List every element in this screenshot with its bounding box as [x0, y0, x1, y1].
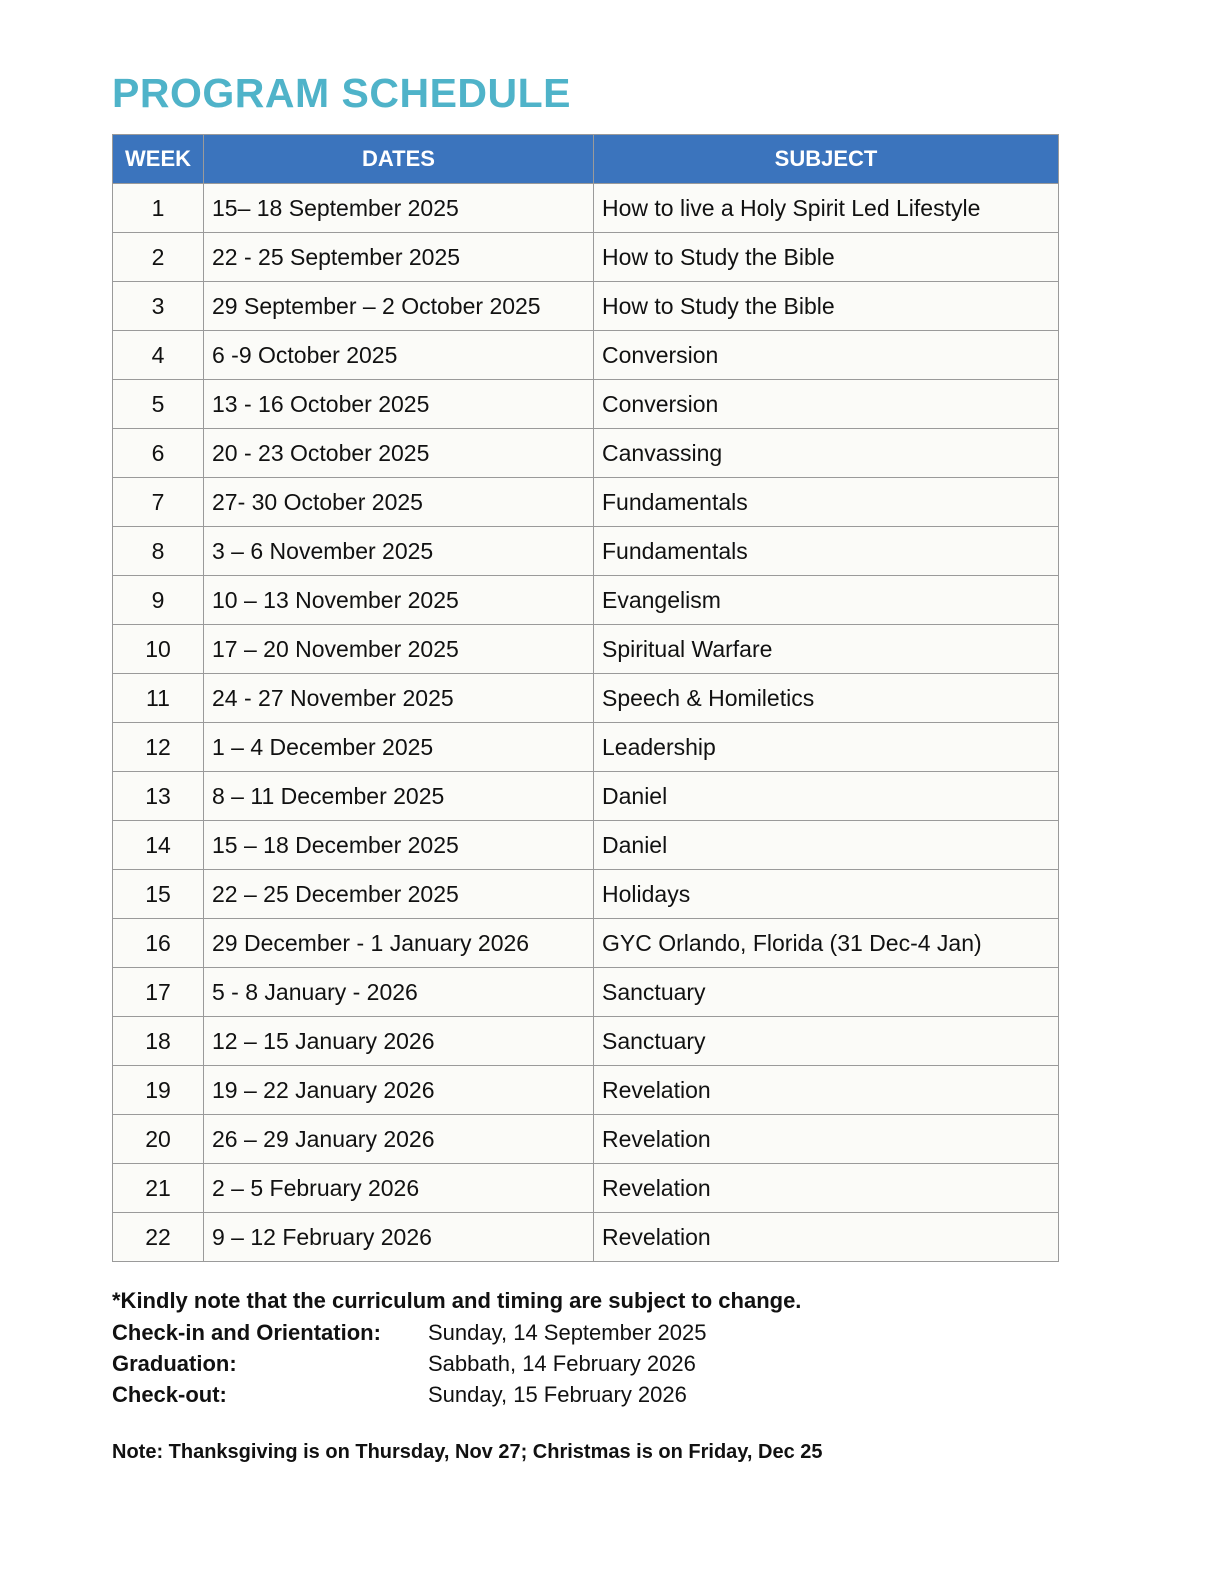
dates-cell: 29 September – 2 October 2025 — [204, 282, 594, 331]
dates-cell: 20 - 23 October 2025 — [204, 429, 594, 478]
disclaimer-text: *Kindly note that the curriculum and timing are subject to change. — [112, 1288, 802, 1313]
dates-cell: 17 – 20 November 2025 — [204, 625, 594, 674]
holiday-footnote: Note: Thanksgiving is on Thursday, Nov 27; Christmas is on Friday, Dec 25 — [112, 1441, 823, 1463]
dates-cell: 15 – 18 December 2025 — [204, 821, 594, 870]
subject-cell: Daniel — [594, 772, 1059, 821]
week-cell: 16 — [113, 919, 204, 968]
table-row — [113, 870, 1059, 919]
dates-cell: 9 – 12 February 2026 — [204, 1213, 594, 1262]
table-row — [113, 1164, 1059, 1213]
table-row — [113, 625, 1059, 674]
subject-cell: Leadership — [594, 723, 1059, 772]
table-row — [113, 968, 1059, 1017]
table-row — [113, 723, 1059, 772]
subject-cell: Daniel — [594, 821, 1059, 870]
week-cell: 10 — [113, 625, 204, 674]
schedule-table-body — [113, 184, 1059, 1262]
week-cell: 19 — [113, 1066, 204, 1115]
column-header-subject: SUBJECT — [594, 135, 1059, 184]
week-cell: 1 — [113, 184, 204, 233]
column-header-week: WEEK — [113, 135, 204, 184]
info-label: Check-out: — [112, 1382, 227, 1407]
column-header-dates: DATES — [204, 135, 594, 184]
week-cell: 3 — [113, 282, 204, 331]
week-cell: 18 — [113, 1017, 204, 1066]
notes-section — [112, 1285, 1112, 1410]
subject-cell: Evangelism — [594, 576, 1059, 625]
table-row — [113, 1213, 1059, 1262]
subject-cell: Canvassing — [594, 429, 1059, 478]
schedule-table — [112, 134, 1059, 1262]
subject-cell: Fundamentals — [594, 527, 1059, 576]
subject-cell: GYC Orlando, Florida (31 Dec-4 Jan) — [594, 919, 1059, 968]
page-title: PROGRAM SCHEDULE — [112, 70, 572, 116]
table-row — [113, 772, 1059, 821]
table-row — [113, 576, 1059, 625]
week-cell: 2 — [113, 233, 204, 282]
dates-cell: 26 – 29 January 2026 — [204, 1115, 594, 1164]
info-label: Check-in and Orientation: — [112, 1320, 381, 1345]
week-cell: 12 — [113, 723, 204, 772]
table-row — [113, 380, 1059, 429]
subject-cell: Revelation — [594, 1213, 1059, 1262]
dates-cell: 15– 18 September 2025 — [204, 184, 594, 233]
subject-cell: Holidays — [594, 870, 1059, 919]
table-row — [113, 429, 1059, 478]
info-row-check-in — [112, 1317, 1112, 1348]
week-cell: 14 — [113, 821, 204, 870]
subject-cell: Spiritual Warfare — [594, 625, 1059, 674]
table-row — [113, 1017, 1059, 1066]
info-value: Sunday, 14 September 2025 — [428, 1320, 707, 1345]
subject-cell: Sanctuary — [594, 968, 1059, 1017]
week-cell: 8 — [113, 527, 204, 576]
week-cell: 22 — [113, 1213, 204, 1262]
subject-cell: Sanctuary — [594, 1017, 1059, 1066]
table-row — [113, 674, 1059, 723]
week-cell: 7 — [113, 478, 204, 527]
subject-cell: Revelation — [594, 1164, 1059, 1213]
week-cell: 17 — [113, 968, 204, 1017]
dates-cell: 22 - 25 September 2025 — [204, 233, 594, 282]
table-row — [113, 1066, 1059, 1115]
dates-cell: 27- 30 October 2025 — [204, 478, 594, 527]
subject-cell: Conversion — [594, 331, 1059, 380]
dates-cell: 13 - 16 October 2025 — [204, 380, 594, 429]
dates-cell: 6 -9 October 2025 — [204, 331, 594, 380]
table-row — [113, 1115, 1059, 1164]
subject-cell: Revelation — [594, 1115, 1059, 1164]
table-row — [113, 282, 1059, 331]
dates-cell: 2 – 5 February 2026 — [204, 1164, 594, 1213]
week-cell: 15 — [113, 870, 204, 919]
dates-cell: 22 – 25 December 2025 — [204, 870, 594, 919]
table-row — [113, 331, 1059, 380]
dates-cell: 1 – 4 December 2025 — [204, 723, 594, 772]
subject-cell: Revelation — [594, 1066, 1059, 1115]
week-cell: 6 — [113, 429, 204, 478]
week-cell: 11 — [113, 674, 204, 723]
week-cell: 9 — [113, 576, 204, 625]
week-cell: 21 — [113, 1164, 204, 1213]
table-row — [113, 478, 1059, 527]
info-value: Sunday, 15 February 2026 — [428, 1382, 687, 1407]
info-label: Graduation: — [112, 1351, 237, 1376]
subject-cell: Speech & Homiletics — [594, 674, 1059, 723]
dates-cell: 10 – 13 November 2025 — [204, 576, 594, 625]
dates-cell: 19 – 22 January 2026 — [204, 1066, 594, 1115]
week-cell: 5 — [113, 380, 204, 429]
table-row — [113, 919, 1059, 968]
week-cell: 20 — [113, 1115, 204, 1164]
subject-cell: How to Study the Bible — [594, 282, 1059, 331]
dates-cell: 12 – 15 January 2026 — [204, 1017, 594, 1066]
subject-cell: How to Study the Bible — [594, 233, 1059, 282]
table-row — [113, 527, 1059, 576]
week-cell: 13 — [113, 772, 204, 821]
week-cell: 4 — [113, 331, 204, 380]
info-row-check-out — [112, 1379, 1112, 1410]
info-row-graduation — [112, 1348, 1112, 1379]
subject-cell: Conversion — [594, 380, 1059, 429]
table-header-row — [113, 135, 1059, 184]
dates-cell: 24 - 27 November 2025 — [204, 674, 594, 723]
dates-cell: 29 December - 1 January 2026 — [204, 919, 594, 968]
dates-cell: 3 – 6 November 2025 — [204, 527, 594, 576]
table-row — [113, 233, 1059, 282]
dates-cell: 8 – 11 December 2025 — [204, 772, 594, 821]
info-value: Sabbath, 14 February 2026 — [428, 1351, 696, 1376]
subject-cell: How to live a Holy Spirit Led Lifestyle — [594, 184, 1059, 233]
dates-cell: 5 - 8 January - 2026 — [204, 968, 594, 1017]
subject-cell: Fundamentals — [594, 478, 1059, 527]
table-row — [113, 184, 1059, 233]
table-row — [113, 821, 1059, 870]
